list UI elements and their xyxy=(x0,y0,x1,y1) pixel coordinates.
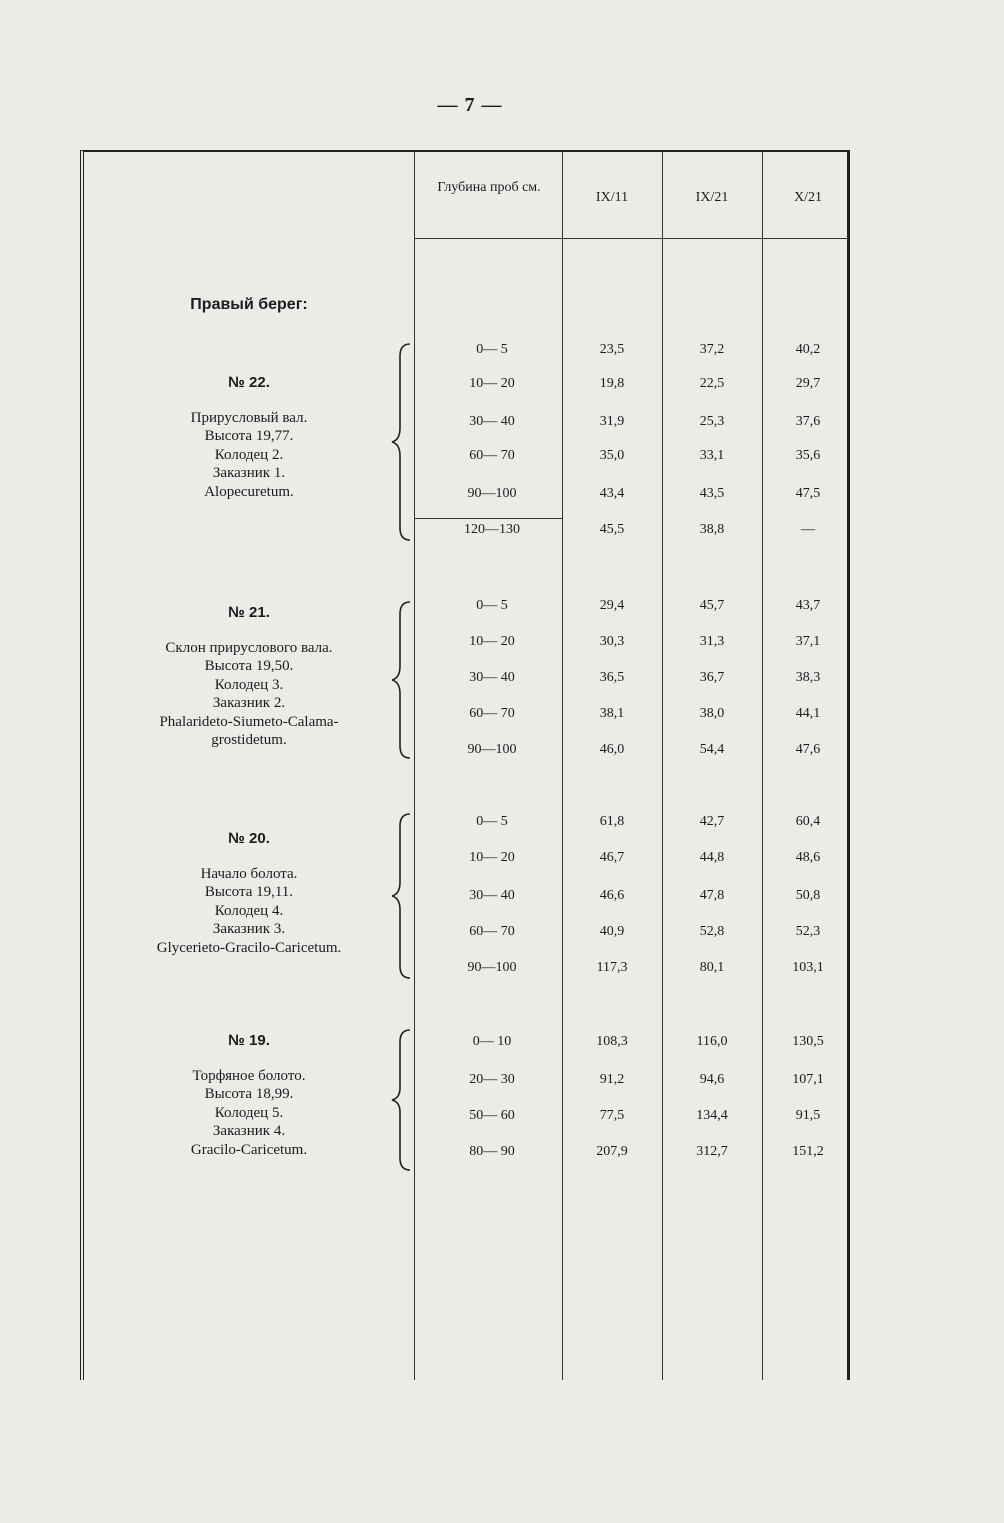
table-row xyxy=(84,1034,854,1054)
value-cell: 312,7 xyxy=(696,1144,728,1159)
table-row xyxy=(84,706,854,726)
depth-cell: 90—100 xyxy=(467,742,517,757)
site-line: Заказник 1. xyxy=(212,465,286,481)
value-cell: 36,7 xyxy=(699,670,725,685)
value-cell: 47,8 xyxy=(699,888,725,903)
value-cell: 38,3 xyxy=(795,670,821,685)
column-divider xyxy=(562,152,563,1380)
site-line: Alopecuretum. xyxy=(204,483,294,500)
depth-cell: 20— 30 xyxy=(469,1072,515,1087)
table-row xyxy=(84,598,854,618)
depth-cell: 90—100 xyxy=(467,486,517,501)
value-cell: 40,2 xyxy=(795,342,821,357)
value-cell: 38,0 xyxy=(699,706,725,721)
depth-cell: 10— 20 xyxy=(469,634,515,649)
table-row xyxy=(84,742,854,762)
site-line: Высота 18,99. xyxy=(204,1086,294,1102)
value-cell: 40,9 xyxy=(599,924,625,939)
value-cell: 130,5 xyxy=(792,1034,824,1049)
site-line: Склон прируслового вала. xyxy=(165,639,333,656)
depth-cell: 90—100 xyxy=(467,960,517,975)
value-cell: 29,7 xyxy=(795,376,821,391)
depth-cell: 30— 40 xyxy=(469,888,515,903)
site-line: Glycerieto-Gracilo-Caricetum. xyxy=(156,939,342,956)
value-cell: 107,1 xyxy=(792,1072,824,1087)
value-cell: 45,5 xyxy=(599,522,625,537)
value-cell: — xyxy=(801,522,815,537)
table-row xyxy=(84,670,854,690)
depth-cell: 120—130 xyxy=(464,522,520,537)
table-row xyxy=(84,376,854,396)
value-cell: 42,7 xyxy=(699,814,725,829)
value-cell: 25,3 xyxy=(699,414,725,429)
value-cell: 31,9 xyxy=(599,414,625,429)
page-number: — 7 — xyxy=(437,94,503,116)
depth-cell: 0— 5 xyxy=(476,342,508,357)
site-line: Gracilo-Caricetum. xyxy=(190,1141,308,1158)
value-cell: 91,2 xyxy=(599,1072,625,1087)
column-divider xyxy=(762,152,763,1380)
depth-cell: 80— 90 xyxy=(469,1144,515,1159)
value-cell: 116,0 xyxy=(696,1034,728,1049)
value-cell: 77,5 xyxy=(599,1108,625,1123)
depth-cell: 0— 5 xyxy=(476,814,508,829)
site-line: Высота 19,50. xyxy=(204,658,294,674)
depth-cell: 50— 60 xyxy=(469,1108,515,1123)
value-cell: 37,2 xyxy=(699,342,725,357)
table-row xyxy=(84,522,854,542)
value-cell: 46,7 xyxy=(599,850,625,865)
table-row xyxy=(84,960,854,980)
table-row xyxy=(84,1144,854,1164)
value-cell: 48,6 xyxy=(795,850,821,865)
value-cell: 44,1 xyxy=(795,706,821,721)
site-number: № 22. xyxy=(228,374,270,391)
table-row xyxy=(84,414,854,434)
value-cell: 37,1 xyxy=(795,634,821,649)
value-cell: 19,8 xyxy=(599,376,625,391)
site-line: Колодец 4. xyxy=(214,902,284,919)
section-title: Правый берег: xyxy=(190,296,308,313)
value-cell: 44,8 xyxy=(699,850,725,865)
depth-cell: 30— 40 xyxy=(469,670,515,685)
value-cell: 22,5 xyxy=(699,376,725,391)
value-cell: 43,5 xyxy=(699,486,725,501)
site-line: Заказник 3. xyxy=(212,921,286,937)
depth-cell: 0— 5 xyxy=(476,598,508,613)
value-cell: 91,5 xyxy=(795,1108,821,1123)
value-cell: 36,5 xyxy=(599,670,625,685)
depth-cell: 60— 70 xyxy=(469,448,515,463)
header-divider xyxy=(414,238,847,239)
site-line: grostidetum. xyxy=(211,732,287,748)
table-row xyxy=(84,924,854,944)
data-table xyxy=(80,150,850,1380)
value-cell: 35,0 xyxy=(599,448,625,463)
value-cell: 43,4 xyxy=(599,486,625,501)
site-number: № 21. xyxy=(228,604,270,621)
site-line: Колодец 5. xyxy=(214,1104,284,1121)
depth-cell: 30— 40 xyxy=(469,414,515,429)
value-cell: 60,4 xyxy=(795,814,821,829)
value-cell: 80,1 xyxy=(699,960,725,975)
site-line: Phalarideto-Siumeto-Calama- xyxy=(159,713,339,730)
value-cell: 46,0 xyxy=(599,742,625,757)
site-number: № 20. xyxy=(228,830,270,847)
column-divider xyxy=(414,152,415,1380)
table-row xyxy=(84,1072,854,1092)
header-col-2: IX/21 xyxy=(695,190,729,205)
table-row xyxy=(84,1108,854,1128)
depth-cell: 10— 20 xyxy=(469,376,515,391)
value-cell: 47,5 xyxy=(795,486,821,501)
site-line: Заказник 2. xyxy=(212,695,286,711)
value-cell: 52,3 xyxy=(795,924,821,939)
value-cell: 29,4 xyxy=(599,598,625,613)
site-line: Высота 19,77. xyxy=(204,428,294,444)
value-cell: 61,8 xyxy=(599,814,625,829)
value-cell: 151,2 xyxy=(792,1144,824,1159)
value-cell: 45,7 xyxy=(699,598,725,613)
value-cell: 31,3 xyxy=(699,634,725,649)
site-line: Заказник 4. xyxy=(212,1123,286,1139)
column-divider xyxy=(662,152,663,1380)
value-cell: 117,3 xyxy=(596,960,628,975)
header-col-1: IX/11 xyxy=(595,190,629,205)
value-cell: 94,6 xyxy=(699,1072,725,1087)
value-cell: 134,4 xyxy=(696,1108,728,1123)
value-cell: 47,6 xyxy=(795,742,821,757)
value-cell: 43,7 xyxy=(795,598,821,613)
table-row xyxy=(84,814,854,834)
table-row xyxy=(84,342,854,362)
table-row xyxy=(84,850,854,870)
value-cell: 108,3 xyxy=(596,1034,628,1049)
value-cell: 50,8 xyxy=(795,888,821,903)
header-col-3: X/21 xyxy=(794,190,822,205)
table-row xyxy=(84,448,854,468)
table-row xyxy=(84,634,854,654)
value-cell: 46,6 xyxy=(599,888,625,903)
site-line: Колодец 2. xyxy=(214,446,284,463)
value-cell: 30,3 xyxy=(599,634,625,649)
table-row xyxy=(84,888,854,908)
site-line: Начало болота. xyxy=(200,865,298,882)
value-cell: 54,4 xyxy=(699,742,725,757)
value-cell: 33,1 xyxy=(699,448,725,463)
header-depth: Глубина проб см. xyxy=(437,180,541,195)
site-line: Высота 19,11. xyxy=(204,884,294,900)
depth-cell: 60— 70 xyxy=(469,706,515,721)
value-cell: 52,8 xyxy=(699,924,725,939)
site-line: Торфяное болото. xyxy=(192,1067,306,1084)
value-cell: 38,1 xyxy=(599,706,625,721)
value-cell: 38,8 xyxy=(699,522,725,537)
value-cell: 103,1 xyxy=(792,960,824,975)
value-cell: 35,6 xyxy=(795,448,821,463)
row-divider xyxy=(414,518,562,519)
value-cell: 207,9 xyxy=(596,1144,628,1159)
depth-cell: 0— 10 xyxy=(472,1034,512,1049)
brace-icon xyxy=(390,342,414,542)
site-number: № 19. xyxy=(228,1032,270,1049)
depth-cell: 60— 70 xyxy=(469,924,515,939)
table-row xyxy=(84,486,854,506)
site-line: Прирусловый вал. xyxy=(190,409,308,426)
site-line: Колодец 3. xyxy=(214,676,284,693)
value-cell: 37,6 xyxy=(795,414,821,429)
depth-cell: 10— 20 xyxy=(469,850,515,865)
value-cell: 23,5 xyxy=(599,342,625,357)
